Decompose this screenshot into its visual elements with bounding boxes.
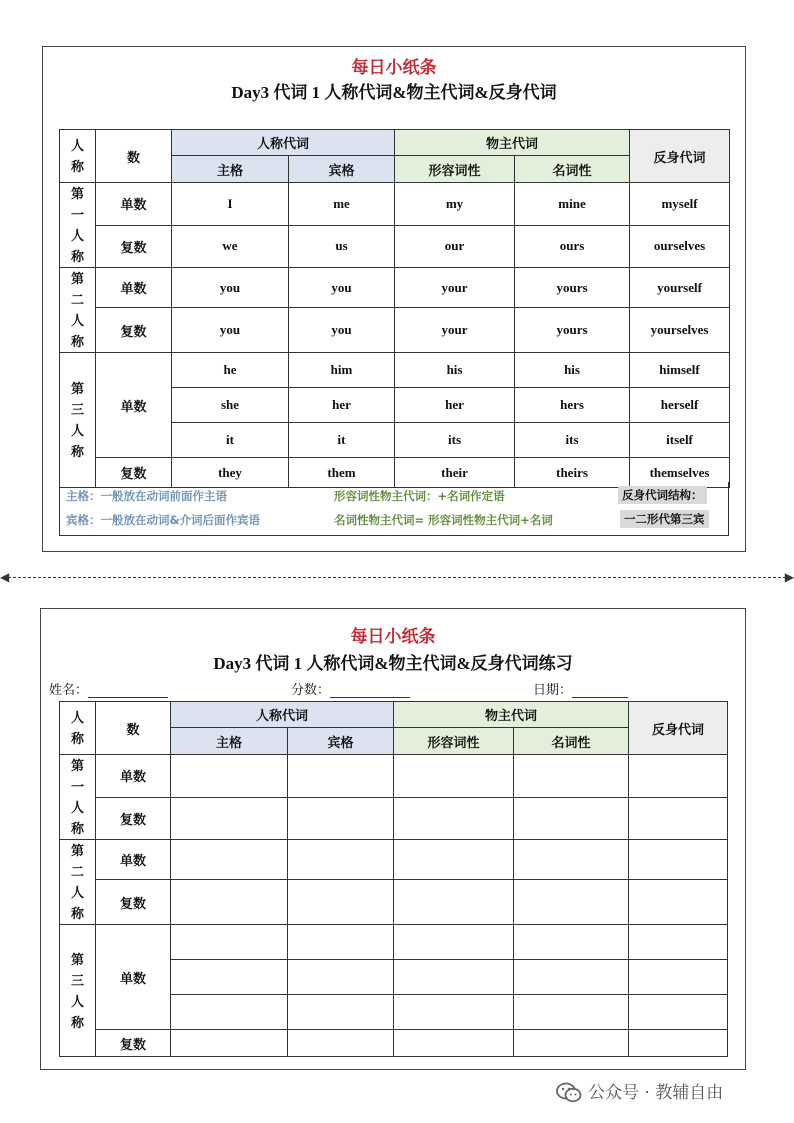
singular-label: 单数 [96, 840, 171, 880]
subject-note: 主格：一般放在动词前面作主语 [66, 489, 227, 503]
cell: you [289, 268, 395, 308]
answer-cell[interactable] [171, 995, 288, 1030]
cell: us [289, 225, 395, 268]
dashed-line [8, 577, 786, 578]
answer-cell[interactable] [288, 755, 394, 798]
cell: your [395, 308, 515, 353]
cell: their [395, 458, 515, 488]
first-person-label: 第 一 人 称 [60, 755, 96, 840]
answer-cell[interactable] [394, 880, 514, 925]
cell: herself [630, 388, 730, 423]
answer-cell[interactable] [394, 1030, 514, 1057]
pronoun-table [59, 129, 730, 488]
answer-cell[interactable] [394, 840, 514, 880]
answer-cell[interactable] [629, 960, 728, 995]
cell: him [289, 353, 395, 388]
answer-cell[interactable] [514, 797, 629, 840]
cell: hers [515, 388, 630, 423]
card-heading: 每日小纸条 [350, 627, 436, 646]
cell: it [289, 423, 395, 458]
answer-cell[interactable] [171, 960, 288, 995]
singular-label: 单数 [96, 353, 172, 458]
answer-cell[interactable] [394, 960, 514, 995]
adjective-possessive-note: 形容词性物主代词：+名词作定语 [334, 489, 505, 503]
answer-cell[interactable] [171, 880, 288, 925]
cell: theirs [515, 458, 630, 488]
header-number: 数 [96, 130, 172, 183]
cell: yourselves [630, 308, 730, 353]
cell: them [289, 458, 395, 488]
wechat-icon [556, 1082, 582, 1104]
answer-cell[interactable] [288, 840, 394, 880]
cell: they [172, 458, 289, 488]
card-title: Day3 代词 1 人称代词&物主代词&反身代词 [231, 83, 557, 102]
header-object: 宾格 [289, 156, 395, 183]
header-personal-pronoun: 人称代词 [172, 130, 395, 156]
third-person-label: 第 三 人 称 [60, 353, 96, 488]
card-title: Day3 代词 1 人称代词&物主代词&反身代词练习 [213, 654, 573, 673]
answer-cell[interactable] [629, 995, 728, 1030]
header-reflexive-pronoun: 反身代词 [630, 130, 730, 183]
date-blank[interactable] [572, 683, 628, 698]
answer-cell[interactable] [629, 840, 728, 880]
header-noun: 名词性 [514, 728, 629, 755]
cell: our [395, 225, 515, 268]
answer-cell[interactable] [629, 797, 728, 840]
cell: my [395, 183, 515, 226]
answer-cell[interactable] [629, 925, 728, 960]
answer-cell[interactable] [288, 995, 394, 1030]
first-person-label: 第 一 人 称 [60, 183, 96, 268]
noun-possessive-note: 名词性物主代词= 形容词性物主代词+名词 [334, 513, 553, 527]
cell: your [395, 268, 515, 308]
cell: mine [515, 183, 630, 226]
cut-line-divider [0, 570, 794, 584]
name-label: 姓名： [49, 683, 89, 698]
watermark [556, 1078, 723, 1104]
singular-label: 单数 [96, 268, 172, 308]
plural-label: 复数 [96, 225, 172, 268]
watermark-text: 公众号 · 教辅自由 [588, 1083, 724, 1103]
name-blank[interactable] [88, 683, 168, 698]
cell: yourself [630, 268, 730, 308]
cell: her [289, 388, 395, 423]
answer-cell[interactable] [514, 1030, 629, 1057]
date-field[interactable] [533, 679, 628, 698]
cell: its [515, 423, 630, 458]
cell: yours [515, 308, 630, 353]
answer-cell[interactable] [394, 797, 514, 840]
header-person: 人 称 [60, 702, 96, 755]
second-person-label: 第 二 人 称 [60, 268, 96, 353]
cell: I [172, 183, 289, 226]
header-person: 人 称 [60, 130, 96, 183]
arrow-left-icon: ◀ [0, 570, 10, 584]
cell: you [172, 308, 289, 353]
object-note: 宾格：一般放在动词&介词后面作宾语 [66, 513, 261, 527]
header-adjective: 形容词性 [395, 156, 515, 183]
cell: itself [630, 423, 730, 458]
arrow-right-icon: ▶ [784, 570, 794, 584]
score-field[interactable] [291, 679, 410, 698]
singular-label: 单数 [96, 925, 171, 1030]
cell: themselves [630, 458, 730, 488]
plural-label: 复数 [96, 880, 171, 925]
header-object: 宾格 [288, 728, 394, 755]
answer-cell[interactable] [514, 925, 629, 960]
answer-cell[interactable] [394, 925, 514, 960]
name-field[interactable] [49, 679, 168, 698]
plural-label: 复数 [96, 458, 172, 488]
notes-box [59, 482, 729, 536]
pronoun-reference-card [42, 46, 746, 552]
cell: ourselves [630, 225, 730, 268]
cell: his [395, 353, 515, 388]
cell: she [172, 388, 289, 423]
answer-cell[interactable] [514, 755, 629, 798]
answer-cell[interactable] [394, 755, 514, 798]
plural-label: 复数 [96, 797, 171, 840]
answer-cell[interactable] [288, 797, 394, 840]
cell: yours [515, 268, 630, 308]
cell: he [172, 353, 289, 388]
answer-cell[interactable] [394, 995, 514, 1030]
header-subject: 主格 [172, 156, 289, 183]
answer-cell[interactable] [514, 840, 629, 880]
header-personal-pronoun: 人称代词 [171, 702, 394, 728]
cell: her [395, 388, 515, 423]
answer-cell[interactable] [629, 880, 728, 925]
answer-cell[interactable] [288, 925, 394, 960]
answer-cell[interactable] [514, 960, 629, 995]
answer-cell[interactable] [629, 755, 728, 798]
answer-cell[interactable] [171, 755, 288, 798]
answer-cell[interactable] [629, 1030, 728, 1057]
cell: me [289, 183, 395, 226]
cell: you [172, 268, 289, 308]
header-number: 数 [96, 702, 171, 755]
answer-cell[interactable] [171, 925, 288, 960]
cell: you [289, 308, 395, 353]
answer-cell[interactable] [514, 995, 629, 1030]
singular-label: 单数 [96, 183, 172, 226]
answer-cell[interactable] [171, 840, 288, 880]
card-heading: 每日小纸条 [351, 58, 437, 77]
reflexive-structure-label: 反身代词结构： [618, 486, 707, 504]
header-possessive-pronoun: 物主代词 [394, 702, 629, 728]
cell: myself [630, 183, 730, 226]
cell: it [172, 423, 289, 458]
third-person-label: 第 三 人 称 [60, 925, 96, 1057]
score-blank[interactable] [330, 683, 410, 698]
cell: himself [630, 353, 730, 388]
answer-cell[interactable] [288, 960, 394, 995]
answer-cell[interactable] [171, 797, 288, 840]
header-possessive-pronoun: 物主代词 [395, 130, 630, 156]
answer-cell[interactable] [171, 1030, 288, 1057]
date-label: 日期： [533, 683, 573, 698]
cell: his [515, 353, 630, 388]
score-label: 分数： [291, 683, 331, 698]
answer-cell[interactable] [288, 880, 394, 925]
cell: its [395, 423, 515, 458]
plural-label: 复数 [96, 1030, 171, 1057]
header-reflexive-pronoun: 反身代词 [629, 702, 728, 755]
practice-table [59, 701, 728, 1057]
singular-label: 单数 [96, 755, 171, 798]
reflexive-structure-rule: 一二形代第三宾 [620, 510, 709, 528]
header-subject: 主格 [171, 728, 288, 755]
answer-cell[interactable] [288, 1030, 394, 1057]
header-adjective: 形容词性 [394, 728, 514, 755]
pronoun-practice-card [40, 608, 746, 1070]
header-noun: 名词性 [515, 156, 630, 183]
answer-cell[interactable] [514, 880, 629, 925]
plural-label: 复数 [96, 308, 172, 353]
cell: we [172, 225, 289, 268]
second-person-label: 第 二 人 称 [60, 840, 96, 925]
cell: ours [515, 225, 630, 268]
